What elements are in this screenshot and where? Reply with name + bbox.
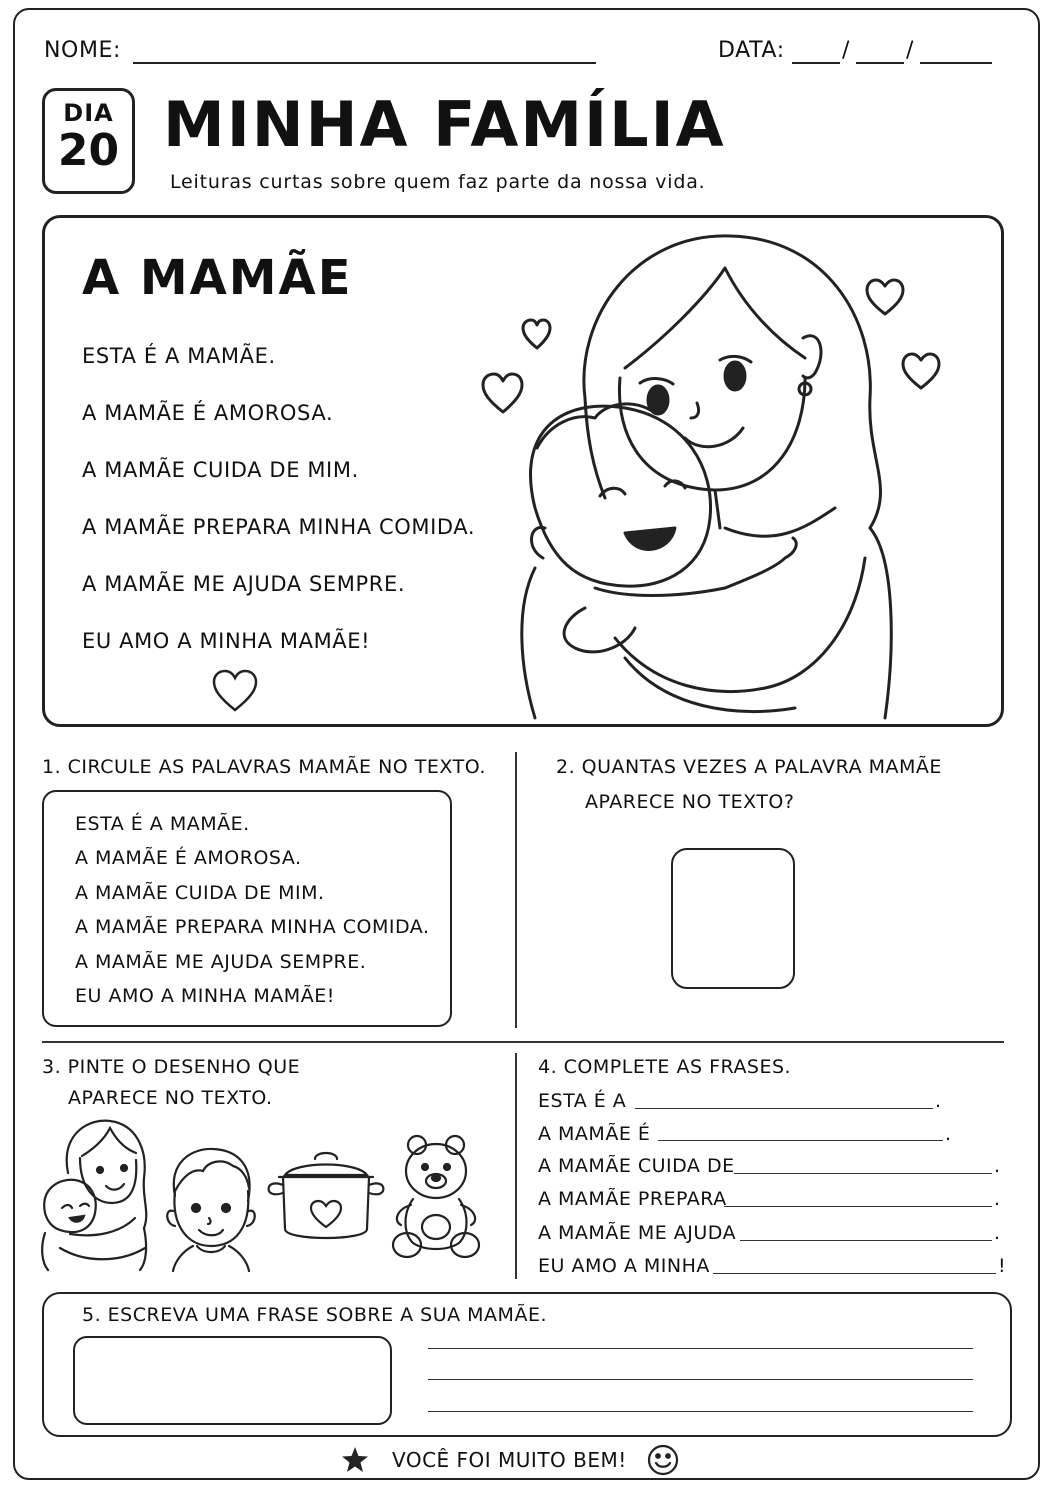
q1-prompt: 1. CIRCULE AS PALAVRAS MAMÃE NO TEXTO. <box>42 756 486 778</box>
date-slash: / <box>842 38 851 63</box>
mother-hugging-child-illustration <box>475 228 955 720</box>
q2-prompt: 2. QUANTAS VEZES A PALAVRA MAMÃE <box>556 756 942 778</box>
q4-punctuation: ! <box>998 1255 1007 1277</box>
q1-line[interactable]: A MAMÃE CUIDA DE MIM. <box>75 882 325 904</box>
q4-sentence: ESTA É A <box>538 1090 627 1112</box>
story-line: ESTA É A MAMÃE. <box>82 344 276 368</box>
q4-answer-line[interactable] <box>635 1108 933 1109</box>
day-badge-number: 20 <box>57 125 120 176</box>
star-icon <box>340 1445 370 1475</box>
page-title: MINHA FAMÍLIA <box>163 88 726 161</box>
q4-sentence: A MAMÃE ME AJUDA <box>538 1222 737 1244</box>
section-divider <box>515 1053 517 1279</box>
q3-prompt: APARECE NO TEXTO. <box>68 1087 273 1109</box>
q4-answer-line[interactable] <box>713 1273 996 1274</box>
story-line: A MAMÃE CUIDA DE MIM. <box>82 458 359 482</box>
q1-line[interactable]: ESTA É A MAMÃE. <box>75 813 250 835</box>
story-line: EU AMO A MINHA MAMÃE! <box>82 629 371 653</box>
q1-line[interactable]: A MAMÃE É AMOROSA. <box>75 847 302 869</box>
q3-prompt: 3. PINTE O DESENHO QUE <box>42 1056 301 1078</box>
date-day-field[interactable] <box>792 62 840 64</box>
q2-prompt: APARECE NO TEXTO? <box>585 791 795 813</box>
date-slash: / <box>906 38 915 63</box>
mother-hugging-child-icon[interactable] <box>40 1118 155 1273</box>
name-field[interactable] <box>133 62 596 64</box>
footer-message: VOCÊ FOI MUITO BEM! <box>392 1448 627 1472</box>
q4-punctuation: . <box>994 1188 1001 1210</box>
q5-writing-line[interactable] <box>428 1379 973 1380</box>
smiley-icon <box>646 1443 680 1477</box>
q4-answer-line[interactable] <box>740 1240 992 1241</box>
q4-answer-line[interactable] <box>658 1140 943 1141</box>
heart-icon <box>210 668 260 714</box>
q4-punctuation: . <box>945 1123 952 1145</box>
q1-line[interactable]: EU AMO A MINHA MAMÃE! <box>75 985 335 1007</box>
q4-sentence: EU AMO A MINHA <box>538 1255 710 1277</box>
q4-punctuation: . <box>994 1155 1001 1177</box>
date-year-field[interactable] <box>920 62 992 64</box>
q5-drawing-box[interactable] <box>73 1336 392 1425</box>
q4-punctuation: . <box>994 1222 1001 1244</box>
q4-punctuation: . <box>935 1090 942 1112</box>
q5-writing-line[interactable] <box>428 1411 973 1412</box>
q2-answer-box[interactable] <box>671 848 795 989</box>
q4-sentence: A MAMÃE PREPARA <box>538 1188 727 1210</box>
cooking-pot-icon[interactable] <box>265 1147 387 1247</box>
q4-sentence: A MAMÃE CUIDA DE <box>538 1155 735 1177</box>
q4-sentence: A MAMÃE É <box>538 1123 651 1145</box>
story-line: A MAMÃE ME AJUDA SEMPRE. <box>82 572 406 596</box>
q4-prompt: 4. COMPLETE AS FRASES. <box>538 1056 792 1078</box>
boy-face-icon[interactable] <box>163 1146 258 1272</box>
q4-answer-line[interactable] <box>724 1206 992 1207</box>
teddy-bear-icon[interactable] <box>385 1133 489 1261</box>
story-title: A MAMÃE <box>82 250 353 306</box>
q5-prompt: 5. ESCREVA UMA FRASE SOBRE A SUA MAMÃE. <box>82 1304 547 1326</box>
story-line: A MAMÃE É AMOROSA. <box>82 401 334 425</box>
page-subtitle: Leituras curtas sobre quem faz parte da nossa vida. <box>170 171 706 193</box>
day-badge-label: DIA <box>63 99 114 127</box>
q4-answer-line[interactable] <box>734 1173 992 1174</box>
story-line: A MAMÃE PREPARA MINHA COMIDA. <box>82 515 476 539</box>
date-month-field[interactable] <box>856 62 904 64</box>
q5-writing-line[interactable] <box>428 1348 973 1349</box>
date-label: DATA: <box>718 38 785 63</box>
day-badge <box>42 88 135 194</box>
q1-line[interactable]: A MAMÃE PREPARA MINHA COMIDA. <box>75 916 430 938</box>
section-divider <box>42 1041 1004 1043</box>
section-divider <box>515 752 517 1028</box>
q1-line[interactable]: A MAMÃE ME AJUDA SEMPRE. <box>75 951 367 973</box>
name-label: NOME: <box>44 38 122 63</box>
